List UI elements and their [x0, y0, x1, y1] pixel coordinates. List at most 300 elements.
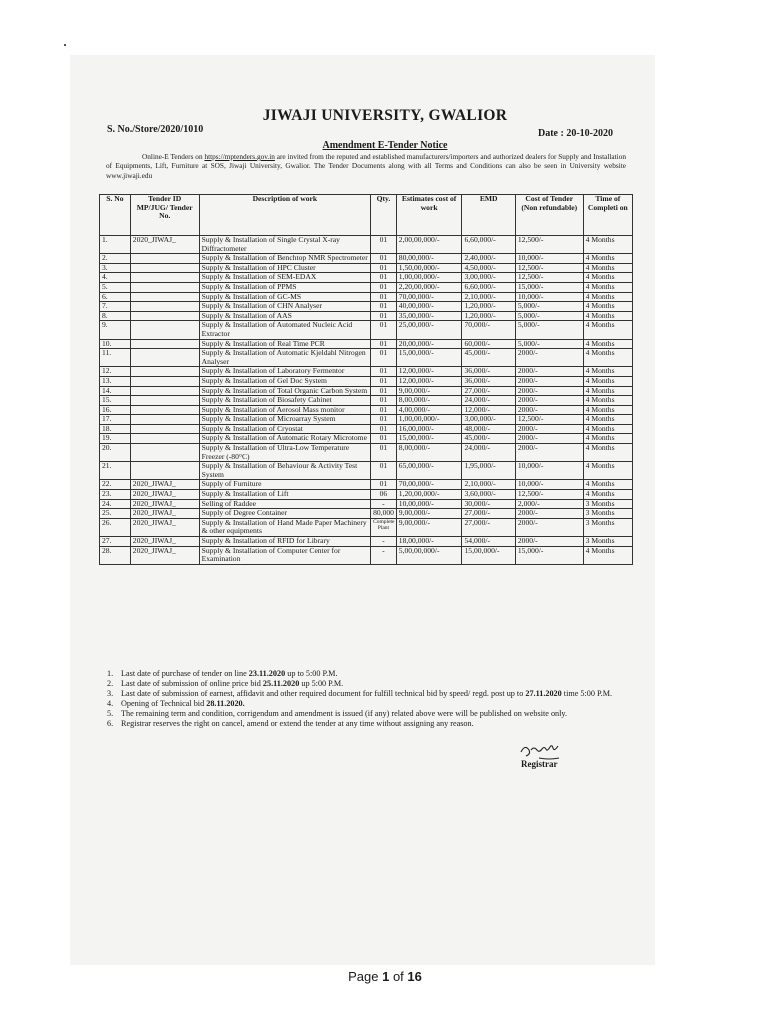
intro-text-end: are invited from the reputed and established manufacturers/importers and authorized dealers for Supply and Installation of Equipments, Lift, Furniture at SOS, Jiwaji University, Gwalior. The Tender Documents along with all Terms and Conditions can also be seen in University website www.jiwaji.edu: [106, 152, 626, 180]
row-completion-time: 4 Months: [583, 396, 632, 406]
table-row: [100, 537, 633, 547]
row-sno: 11.: [100, 349, 131, 367]
row-tender-cost: 5,000/-: [515, 339, 583, 349]
row-completion-time: 4 Months: [583, 376, 632, 386]
row-qty: 01: [371, 349, 397, 367]
row-description: Supply & Installation of AAS: [199, 311, 371, 321]
table-row: [100, 273, 633, 283]
row-emd: 27,000/-: [462, 509, 515, 519]
note-item: [107, 719, 627, 729]
row-tender-cost: 2000/-: [515, 434, 583, 444]
row-emd: 3,00,000/-: [462, 273, 515, 283]
row-emd: 70,000/-: [462, 321, 515, 339]
row-completion-time: 3 Months: [583, 518, 632, 536]
row-estimate: 8,00,000/-: [396, 396, 462, 406]
row-tender-id: [130, 263, 199, 273]
note-date: 28.11.2020.: [206, 699, 245, 708]
table-row: [100, 386, 633, 396]
row-sno: 10.: [100, 339, 131, 349]
row-estimate: 65,00,000/-: [396, 462, 462, 480]
note-item: [107, 689, 627, 699]
row-emd: 45,000/-: [462, 434, 515, 444]
note-number: 4.: [107, 699, 114, 708]
row-sno: 13.: [100, 376, 131, 386]
of-word: of: [392, 969, 404, 984]
row-emd: 30,000/-: [462, 499, 515, 509]
note-text-start: Last date of submission of online price bid: [121, 679, 263, 688]
row-emd: 2,40,000/-: [462, 254, 515, 264]
row-tender-id: [130, 376, 199, 386]
table-row: [100, 462, 633, 480]
row-qty: 01: [371, 367, 397, 377]
row-estimate: 70,00,000/-: [396, 480, 462, 490]
row-estimate: 70,00,000/-: [396, 292, 462, 302]
row-description: Supply & Installation of Behaviour & Activity Test System: [199, 462, 371, 480]
tender-portal-link[interactable]: https://mptenders.gov.in: [204, 152, 275, 161]
row-sno: 6.: [100, 292, 131, 302]
row-sno: 23.: [100, 490, 131, 500]
note-text-start: Registrar reserves the right on cancel, amend or extend the tender at any time without assigning any reason.: [121, 719, 474, 728]
row-emd: 6,60,000/-: [462, 236, 515, 254]
row-sno: 18.: [100, 424, 131, 434]
row-description: Supply & Installation of Benchtop NMR Spectrometer: [199, 254, 371, 264]
university-title: JIWAJI UNIVERSITY, GWALIOR: [262, 107, 508, 124]
row-completion-time: 4 Months: [583, 236, 632, 254]
row-completion-time: 4 Months: [583, 434, 632, 444]
table-row: [100, 254, 633, 264]
row-sno: 7.: [100, 302, 131, 312]
row-description: Supply & Installation of Automatic Rotary Microtome: [199, 434, 371, 444]
table-row: [100, 480, 633, 490]
row-emd: 45,000/-: [462, 349, 515, 367]
row-sno: 8.: [100, 311, 131, 321]
note-text-start: Opening of Technical bid: [121, 699, 207, 708]
row-qty: 01: [371, 405, 397, 415]
row-tender-cost: 2,000/-: [515, 499, 583, 509]
row-description: Supply & Installation of Laboratory Fermentor: [199, 367, 371, 377]
row-tender-cost: 12,500/-: [515, 273, 583, 283]
row-sno: 22.: [100, 480, 131, 490]
row-description: Supply & Installation of Biosafety Cabinet: [199, 396, 371, 406]
note-number: 6.: [107, 719, 114, 728]
note-text: [121, 669, 338, 679]
row-completion-time: 4 Months: [583, 311, 632, 321]
note-date: 25.11.2020: [262, 679, 300, 688]
row-tender-cost: 2000/-: [515, 367, 583, 377]
table-row: [100, 302, 633, 312]
row-tender-cost: 2000/-: [515, 349, 583, 367]
row-description: Supply & Installation of Gel Doc System: [199, 376, 371, 386]
row-tender-id: [130, 434, 199, 444]
col-description: Description of work: [199, 195, 371, 236]
row-sno: 5.: [100, 282, 131, 292]
row-tender-id: [130, 273, 199, 283]
row-completion-time: 4 Months: [583, 490, 632, 500]
row-emd: 24,000/-: [462, 444, 515, 462]
row-emd: 1,95,000/-: [462, 462, 515, 480]
row-tender-cost: 10,000/-: [515, 254, 583, 264]
row-estimate: 16,00,000/-: [396, 424, 462, 434]
row-description: Supply & Installation of Real Time PCR: [199, 339, 371, 349]
row-tender-id: [130, 311, 199, 321]
note-text-start: Last date of purchase of tender on line: [121, 669, 249, 678]
row-qty: 06: [371, 490, 397, 500]
row-sno: 4.: [100, 273, 131, 283]
row-qty: 01: [371, 263, 397, 273]
note-text: [121, 679, 343, 689]
row-estimate: 1,50,00,000/-: [396, 263, 462, 273]
row-tender-id: [130, 349, 199, 367]
row-sno: 16.: [100, 405, 131, 415]
row-qty: Complete Plant: [371, 518, 397, 536]
row-sno: 3.: [100, 263, 131, 273]
note-date: 23.11.2020: [248, 669, 286, 678]
row-completion-time: 3 Months: [583, 537, 632, 547]
row-tender-cost: 5,000/-: [515, 302, 583, 312]
table-row: [100, 415, 633, 425]
col-sno: S. No: [100, 195, 131, 236]
row-tender-cost: 12,500/-: [515, 263, 583, 273]
note-item: [107, 669, 627, 679]
row-description: Supply & Installation of Computer Center for Examination: [199, 546, 371, 564]
note-text-end: up to 5:00 P.M.: [285, 669, 338, 678]
row-tender-id: [130, 282, 199, 292]
row-sno: 14.: [100, 386, 131, 396]
row-estimate: 1,00,00,000/-: [396, 415, 462, 425]
row-estimate: 20,00,000/-: [396, 339, 462, 349]
table-row: [100, 311, 633, 321]
row-qty: 01: [371, 302, 397, 312]
note-text: [121, 699, 245, 709]
row-description: Supply & Installation of CHN Analyser: [199, 302, 371, 312]
row-description: Supply & Installation of Automatic Kjeldahl Nitrogen Analyser: [199, 349, 371, 367]
row-emd: 3,00,000/-: [462, 415, 515, 425]
row-sno: 2.: [100, 254, 131, 264]
row-tender-cost: 15,000/-: [515, 282, 583, 292]
note-text: [121, 719, 474, 729]
notice-date: Date : 20-10-2020: [538, 128, 613, 139]
row-estimate: 5,00,00,000/-: [396, 546, 462, 564]
row-qty: -: [371, 537, 397, 547]
col-tender-id: Tender ID MP/JUG/ Tender No.: [130, 195, 199, 236]
row-sno: 19.: [100, 434, 131, 444]
table-body: [100, 236, 633, 565]
table-row: [100, 367, 633, 377]
row-estimate: 15,00,000/-: [396, 434, 462, 444]
row-sno: 1.: [100, 236, 131, 254]
row-emd: 27,000/-: [462, 518, 515, 536]
table-row: [100, 499, 633, 509]
note-number: 5.: [107, 709, 114, 718]
notice-title: Amendment E-Tender Notice: [322, 140, 448, 151]
row-tender-id: [130, 292, 199, 302]
row-qty: 01: [371, 396, 397, 406]
table-row: [100, 405, 633, 415]
page-number: 1: [382, 969, 390, 984]
row-completion-time: 4 Months: [583, 480, 632, 490]
row-estimate: 12,00,000/-: [396, 376, 462, 386]
row-emd: 1,20,000/-: [462, 302, 515, 312]
row-qty: 01: [371, 273, 397, 283]
note-text: [121, 709, 567, 719]
note-item: [107, 679, 627, 689]
row-tender-id: [130, 339, 199, 349]
row-tender-cost: 2000/-: [515, 509, 583, 519]
row-estimate: 35,00,000/-: [396, 311, 462, 321]
row-tender-cost: 2000/-: [515, 386, 583, 396]
table-row: [100, 396, 633, 406]
table-row: [100, 546, 633, 564]
note-number: 1.: [107, 669, 114, 678]
row-tender-id: 2020_JIWAJ_: [130, 518, 199, 536]
row-estimate: 15,00,000/-: [396, 349, 462, 367]
row-tender-cost: 5,000/-: [515, 321, 583, 339]
row-description: Supply & Installation of Total Organic Carbon System: [199, 386, 371, 396]
row-emd: 24,000/-: [462, 396, 515, 406]
row-description: Supply of Degree Container: [199, 509, 371, 519]
row-description: Supply & Installation of Single Crystal X-ray Diffractometer: [199, 236, 371, 254]
row-qty: 01: [371, 415, 397, 425]
row-qty: 01: [371, 376, 397, 386]
row-completion-time: 4 Months: [583, 424, 632, 434]
row-estimate: 12,00,000/-: [396, 367, 462, 377]
row-tender-cost: 10,000/-: [515, 292, 583, 302]
row-tender-cost: 2000/-: [515, 396, 583, 406]
table-row: [100, 282, 633, 292]
intro-text-start: Online-E Tenders on: [142, 152, 205, 161]
row-tender-id: 2020_JIWAJ_: [130, 546, 199, 564]
row-completion-time: 4 Months: [583, 367, 632, 377]
row-estimate: 2,00,00,000/-: [396, 236, 462, 254]
table-row: [100, 339, 633, 349]
row-emd: 1,20,000/-: [462, 311, 515, 321]
row-tender-id: [130, 367, 199, 377]
row-qty: 01: [371, 480, 397, 490]
note-text: [121, 689, 612, 699]
row-tender-id: [130, 396, 199, 406]
table-row: [100, 236, 633, 254]
row-sno: 21.: [100, 462, 131, 480]
row-sno: 12.: [100, 367, 131, 377]
row-qty: 01: [371, 254, 397, 264]
row-emd: 48,000/-: [462, 424, 515, 434]
note-number: 3.: [107, 689, 114, 698]
row-estimate: 2,20,00,000/-: [396, 282, 462, 292]
page-total: 16: [407, 969, 422, 984]
row-tender-cost: 5,000/-: [515, 311, 583, 321]
note-item: [107, 709, 627, 719]
table-row: [100, 434, 633, 444]
row-tender-id: [130, 321, 199, 339]
row-tender-cost: 2000/-: [515, 376, 583, 386]
row-emd: 36,000/-: [462, 367, 515, 377]
row-qty: 01: [371, 311, 397, 321]
row-qty: 01: [371, 321, 397, 339]
table-row: [100, 349, 633, 367]
row-completion-time: 4 Months: [583, 321, 632, 339]
note-number: 2.: [107, 679, 114, 688]
row-description: Supply & Installation of SEM-EDAX: [199, 273, 371, 283]
table-row: [100, 490, 633, 500]
row-emd: 60,000/-: [462, 339, 515, 349]
row-completion-time: 3 Months: [583, 509, 632, 519]
row-emd: 27,000/-: [462, 386, 515, 396]
row-qty: 01: [371, 292, 397, 302]
row-sno: 15.: [100, 396, 131, 406]
row-estimate: 18,00,000/-: [396, 537, 462, 547]
note-item: [107, 699, 627, 709]
row-description: Supply & Installation of Ultra-Low Temperature Freezer (-80°C): [199, 444, 371, 462]
row-qty: 01: [371, 462, 397, 480]
row-tender-id: 2020_JIWAJ_: [130, 490, 199, 500]
col-qty: Qty.: [371, 195, 397, 236]
row-description: Supply of Furniture: [199, 480, 371, 490]
row-description: Supply & Installation of RFID for Library: [199, 537, 371, 547]
row-sno: 25.: [100, 509, 131, 519]
row-completion-time: 3 Months: [583, 499, 632, 509]
row-sno: 27.: [100, 537, 131, 547]
row-emd: 6,60,000/-: [462, 282, 515, 292]
row-qty: 01: [371, 386, 397, 396]
row-estimate: 1,00,00,000/-: [396, 273, 462, 283]
intro-paragraph: [106, 152, 626, 180]
row-tender-id: [130, 386, 199, 396]
row-description: Selling of Raddee: [199, 499, 371, 509]
row-qty: -: [371, 546, 397, 564]
col-estimate: Estimates cost of work: [396, 195, 462, 236]
row-description: Supply & Installation of Microarray System: [199, 415, 371, 425]
row-sno: 17.: [100, 415, 131, 425]
row-tender-id: [130, 415, 199, 425]
table-row: [100, 509, 633, 519]
table-row: [100, 376, 633, 386]
row-estimate: 40,00,000/-: [396, 302, 462, 312]
row-emd: 4,50,000/-: [462, 263, 515, 273]
row-completion-time: 4 Months: [583, 339, 632, 349]
row-sno: 26.: [100, 518, 131, 536]
row-tender-id: [130, 462, 199, 480]
row-tender-cost: 12,500/-: [515, 236, 583, 254]
row-tender-cost: 12,500/-: [515, 415, 583, 425]
row-estimate: 1,20,00,000/-: [396, 490, 462, 500]
note-text-start: Last date of submission of earnest, affidavit and other required document for fulfill technical bid by speed/ regd. post up to: [121, 689, 526, 698]
row-qty: 01: [371, 434, 397, 444]
row-emd: 2,10,000/-: [462, 480, 515, 490]
table-header-row: [100, 195, 633, 236]
row-emd: 36,000/-: [462, 376, 515, 386]
row-sno: 9.: [100, 321, 131, 339]
row-tender-id: 2020_JIWAJ_: [130, 499, 199, 509]
row-tender-cost: 2000/-: [515, 405, 583, 415]
row-qty: 01: [371, 444, 397, 462]
table-row: [100, 292, 633, 302]
registrar-title: Registrar: [521, 759, 558, 769]
row-completion-time: 4 Months: [583, 302, 632, 312]
row-tender-cost: 2000/-: [515, 444, 583, 462]
note-text-start: The remaining term and condition, corrigendum and amendment is issued (if any) related above were will be published on website only.: [121, 709, 568, 718]
row-qty: 01: [371, 339, 397, 349]
scan-speck: [64, 44, 66, 46]
row-tender-id: 2020_JIWAJ_: [130, 537, 199, 547]
row-description: Supply & Installation of Automated Nucleic Acid Extractor: [199, 321, 371, 339]
row-completion-time: 4 Months: [583, 386, 632, 396]
row-estimate: 9,00,000/-: [396, 509, 462, 519]
row-estimate: 10,00,000/-: [396, 499, 462, 509]
row-estimate: 4,00,000/-: [396, 405, 462, 415]
row-completion-time: 4 Months: [583, 444, 632, 462]
row-tender-id: 2020_JIWAJ_: [130, 509, 199, 519]
row-sno: 28.: [100, 546, 131, 564]
row-tender-cost: 2000/-: [515, 518, 583, 536]
col-emd: EMD: [462, 195, 515, 236]
row-tender-id: [130, 424, 199, 434]
row-completion-time: 4 Months: [583, 349, 632, 367]
row-description: Supply & Installation of HPC Cluster: [199, 263, 371, 273]
row-completion-time: 4 Months: [583, 546, 632, 564]
row-completion-time: 4 Months: [583, 254, 632, 264]
col-tender-cost: Cost of Tender (Non refundable): [515, 195, 583, 236]
row-emd: 12,000/-: [462, 405, 515, 415]
row-tender-id: [130, 302, 199, 312]
note-text-end: time 5:00 P.M.: [561, 689, 613, 698]
reference-number: S. No./Store/2020/1010: [107, 124, 204, 135]
row-completion-time: 4 Months: [583, 273, 632, 283]
row-qty: 01: [371, 424, 397, 434]
row-completion-time: 4 Months: [583, 462, 632, 480]
page-word: Page: [348, 969, 379, 984]
row-tender-cost: 10,000/-: [515, 480, 583, 490]
note-text-end: up 5:00 P.M.: [299, 679, 344, 688]
row-estimate: 9,00,000/-: [396, 386, 462, 396]
note-date: 27.11.2020: [525, 689, 562, 698]
table-row: [100, 444, 633, 462]
row-tender-id: [130, 444, 199, 462]
row-estimate: 8,00,000/-: [396, 444, 462, 462]
row-estimate: 80,00,000/-: [396, 254, 462, 264]
table-row: [100, 518, 633, 536]
row-qty: -: [371, 499, 397, 509]
row-description: Supply & Installation of Hand Made Paper Machinery & other equipments: [199, 518, 371, 536]
row-emd: 54,000/-: [462, 537, 515, 547]
table-row: [100, 321, 633, 339]
row-description: Supply & Installation of Aerosol Mass monitor: [199, 405, 371, 415]
row-completion-time: 4 Months: [583, 282, 632, 292]
row-estimate: 9,00,000/-: [396, 518, 462, 536]
table-row: [100, 263, 633, 273]
row-description: Supply & Installation of PPMS: [199, 282, 371, 292]
row-emd: 3,60,000/-: [462, 490, 515, 500]
page-footer: [0, 969, 770, 984]
row-qty: 01: [371, 282, 397, 292]
row-tender-id: 2020_JIWAJ_: [130, 236, 199, 254]
row-tender-id: [130, 405, 199, 415]
row-tender-cost: 12,500/-: [515, 490, 583, 500]
row-emd: 15,00,000/-: [462, 546, 515, 564]
row-description: Supply & Installation of GC-MS: [199, 292, 371, 302]
row-tender-cost: 15,000/-: [515, 546, 583, 564]
row-tender-cost: 2000/-: [515, 537, 583, 547]
row-completion-time: 4 Months: [583, 292, 632, 302]
notes-list: [107, 669, 627, 729]
row-sno: 20.: [100, 444, 131, 462]
row-tender-cost: 10,000/-: [515, 462, 583, 480]
col-completion-time: Time of Completi on: [583, 195, 632, 236]
row-tender-id: 2020_JIWAJ_: [130, 480, 199, 490]
tender-table: [99, 194, 633, 565]
row-completion-time: 4 Months: [583, 415, 632, 425]
row-qty: 01: [371, 236, 397, 254]
row-emd: 2,10,000/-: [462, 292, 515, 302]
